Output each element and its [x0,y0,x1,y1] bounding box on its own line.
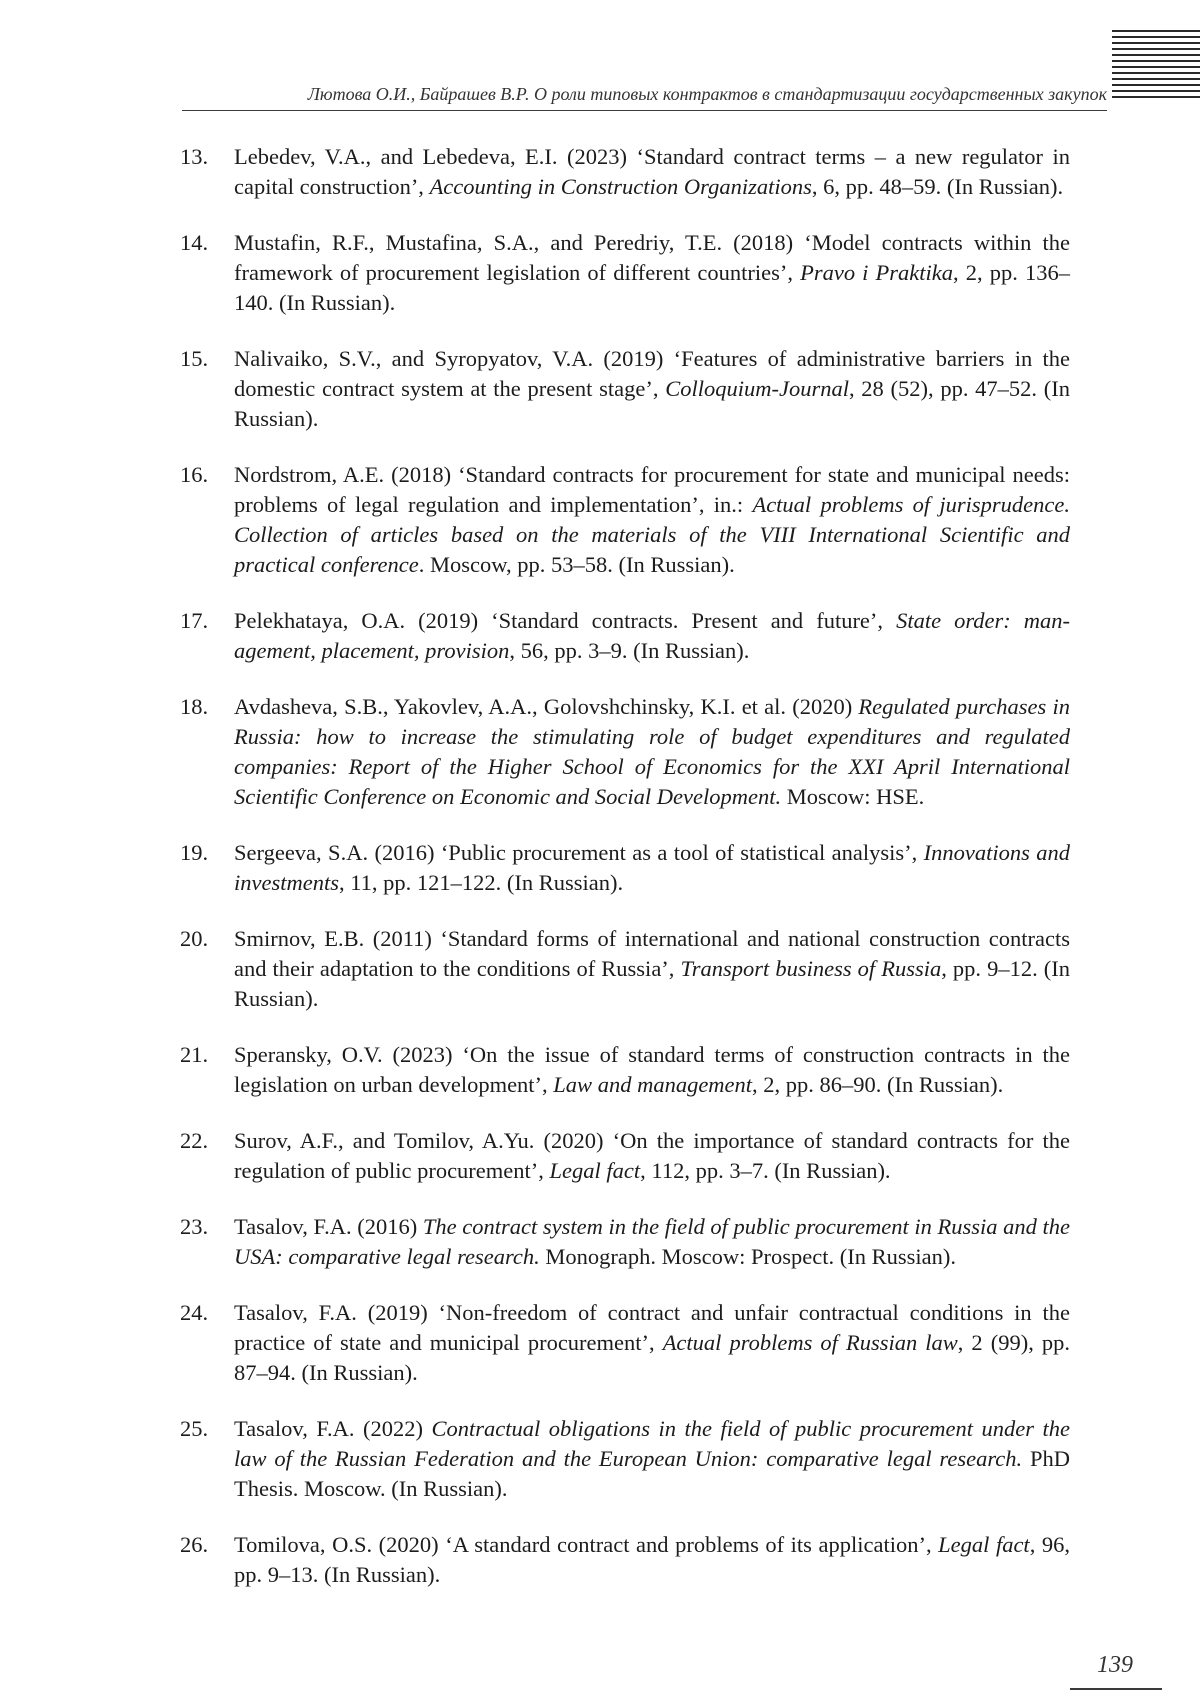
reference-text: Tomilova, O.S. (2020) ‘A standard contract and problems of its application’, [234,1532,939,1557]
running-title: Лютова О.И., Байрашев В.Р. О роли типовых контрактов в стандартизации государственных закупок [307,84,1107,104]
reference-source-title: Actual problems of jurisprudence. Collection of articles based on the materials of the VIII International Scientific and practical conference [234,492,1070,577]
header-decoration-stripes [1112,30,1200,102]
footer-rule [1070,1688,1162,1690]
reference-text: Speransky, O.V. (2023) ‘On the issue of standard terms of construction contracts in the legislation on urban development’, [234,1042,1070,1097]
reference-item [180,1212,1070,1272]
reference-item [180,692,1070,812]
reference-text: . Moscow, pp. 53–58. (In Russian). [418,552,735,577]
reference-text: Avdasheva, S.B., Yakovlev, A.A., Golovshchinsky, K.I. et al. (2020) [234,694,859,719]
reference-text: Lebedev, V.A., and Lebedeva, E.I. (2023) ‘Standard contract terms – a new regulator in capital construction’, [234,144,1070,199]
reference-item [180,228,1070,318]
reference-text: Nordstrom, A.E. (2018) ‘Standard contracts for procurement for state and municipal needs: problems of legal regulation and implementation’, in.: [234,462,1070,517]
reference-source-title: Regulated purchases in Russia: how to increase the stimulating role of budget expenditures and regulated companies: Report of the Higher School of Economics for the XXI April International Scientific Conference on Economic and Social Development. [234,694,1070,809]
reference-text: Pelekhataya, O.A. (2019) ‘Standard contracts. Present and future’, [234,608,897,633]
reference-item [180,460,1070,580]
reference-source-title: Innovations and investments [234,840,1070,895]
reference-number: 21. [180,1042,209,1067]
reference-number: 13. [180,144,209,169]
reference-text: , 2 (99), pp. 87–94. (In Russian). [234,1330,1070,1385]
reference-text: Moscow: HSE. [781,784,925,809]
reference-number: 25. [180,1416,209,1441]
reference-source-title: Pravo i Praktika [800,260,954,285]
reference-item [180,1414,1070,1504]
reference-number: 17. [180,608,209,633]
reference-number: 16. [180,462,209,487]
reference-source-title: Contractual obligations in the field of public procurement under the law of the Russian Federation and the European Union: comparative legal research. [234,1416,1070,1471]
reference-text: , 96, pp. 9–13. (In Russian). [234,1532,1070,1587]
reference-text: Surov, A.F., and Tomilov, A.Yu. (2020) ‘On the importance of standard contracts for the regulation of public procurement’, [234,1128,1070,1183]
reference-number: 18. [180,694,209,719]
reference-text: Smirnov, E.B. (2011) ‘Standard forms of international and national construction contracts and their adaptation to the conditions of Russia’, [234,926,1070,981]
reference-number: 14. [180,230,209,255]
reference-number: 26. [180,1532,209,1557]
reference-source-title: The contract system in the field of public procurement in Russia and the USA: comparative legal research. [234,1214,1070,1269]
reference-item [180,142,1070,202]
reference-source-title: Legal fact [938,1532,1030,1557]
reference-item [180,1298,1070,1388]
reference-text: , 6, pp. 48–59. (In Russian). [811,174,1064,199]
reference-text: Tasalov, F.A. (2022) [234,1416,432,1441]
reference-text: , 56, pp. 3–9. (In Russian). [509,638,750,663]
reference-item [180,1126,1070,1186]
reference-text: Tasalov, F.A. (2019) ‘Non-freedom of contract and unfair contractual conditions in the practice of state and municipal procurement’, [234,1300,1070,1355]
reference-item [180,924,1070,1014]
reference-text: Sergeeva, S.A. (2016) ‘Public procurement as a tool of statistical analysis’, [234,840,924,865]
reference-number: 20. [180,926,209,951]
reference-text: , 2, pp. 86–90. (In Russian). [752,1072,1004,1097]
running-header [182,80,1107,111]
reference-number: 15. [180,346,209,371]
reference-item [180,344,1070,434]
reference-number: 23. [180,1214,209,1239]
reference-source-title: Accounting in Construction Organizations [429,174,812,199]
reference-source-title: Legal fact [549,1158,641,1183]
reference-item [180,1040,1070,1100]
reference-text: , 2, pp. 136–140. (In Russian). [234,260,1071,315]
reference-text: Tasalov, F.A. (2016) [234,1214,423,1239]
reference-source-title: Colloquium-Journal [665,376,849,401]
reference-number: 24. [180,1300,209,1325]
reference-text: , 28 (52), pp. 47–52. (In Russian). [234,376,1070,431]
reference-item [180,1530,1070,1590]
reference-text: , 11, pp. 121–122. (In Russian). [338,870,624,895]
reference-text: PhD Thesis. Moscow. (In Russian). [234,1446,1070,1501]
reference-text: Monograph. Moscow: Prospect. (In Russian). [539,1244,956,1269]
reference-source-title: Law and management [553,1072,753,1097]
reference-source-title: Actual problems of Russian law [662,1330,958,1355]
reference-source-title: State order: management, placement, provision [234,608,1070,663]
reference-source-title: Transport business of Russia [680,956,942,981]
reference-item [180,606,1070,666]
page-number: 139 [1097,1652,1133,1678]
reference-text: , 112, pp. 3–7. (In Russian). [640,1158,891,1183]
reference-item [180,838,1070,898]
reference-number: 22. [180,1128,209,1153]
reference-text: Nalivaiko, S.V., and Syropyatov, V.A. (2019) ‘Features of administrative barriers in the domestic contract system at the present stage’, [234,346,1070,401]
reference-text: , pp. 9–12. (In Russian). [234,956,1070,1011]
reference-number: 19. [180,840,209,865]
reference-list [180,142,1070,1616]
reference-text: Mustafin, R.F., Mustafina, S.A., and Peredriy, T.E. (2018) ‘Model contracts within the framework of procurement legislation of different countries’, [234,230,1070,285]
